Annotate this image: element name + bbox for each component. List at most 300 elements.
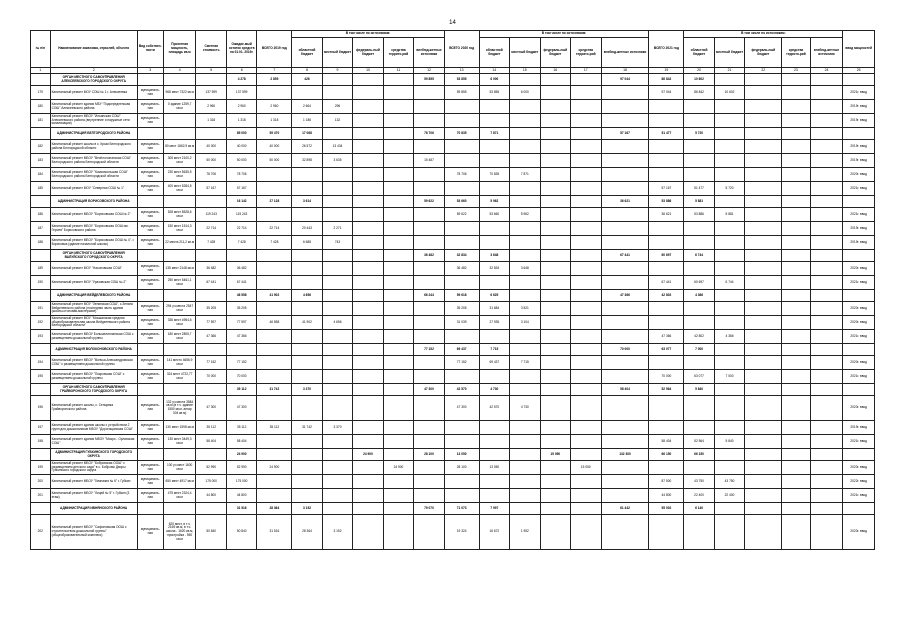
value-cell: 27 935 [479, 316, 509, 330]
value-cell: 53 660 [479, 208, 509, 222]
value-cell: 15 050 [540, 449, 570, 461]
value-cell [196, 196, 226, 208]
value-cell: 53 660 [444, 196, 479, 208]
value-cell [714, 236, 744, 250]
value-cell [601, 114, 649, 128]
object-name: Капитальный ремонт МБОУ "Бобровская ООШ" с размещением детского сада" в с. Бобровы Дворы Губкинского городского округа [50, 461, 137, 475]
value-cell: 2021г. ввод [843, 182, 875, 196]
value-cell: 31 516 [257, 515, 292, 550]
value-cell [571, 316, 601, 330]
value-cell: 5 840 [714, 435, 744, 449]
value-cell [684, 356, 714, 370]
header-territorial: средства террито-рий [782, 38, 810, 68]
value-cell [782, 182, 810, 196]
value-cell [745, 421, 782, 435]
value-cell [540, 421, 570, 435]
value-cell [137, 290, 163, 302]
value-cell [601, 236, 649, 250]
value-cell: 4 656 [292, 290, 322, 302]
value-cell [540, 396, 570, 421]
value-cell [163, 196, 196, 208]
value-cell: 36 482 [196, 262, 226, 276]
row-number: 189 [31, 262, 51, 276]
value-cell: 7 000 [684, 344, 714, 356]
value-cell: 59 855 [444, 86, 479, 100]
value-cell [414, 489, 445, 503]
section-row [31, 344, 875, 356]
value-cell [810, 182, 843, 196]
column-number: 10 [353, 68, 383, 74]
row-number: 186 [31, 208, 51, 222]
column-number: 24 [810, 68, 843, 74]
value-cell: 63 077 [684, 370, 714, 384]
section-row [31, 290, 875, 302]
value-cell [810, 100, 843, 114]
value-cell [843, 503, 875, 515]
capacity-cell: 294 уч.места 2547 кв.м [163, 302, 196, 316]
value-cell [745, 435, 782, 449]
value-cell [383, 302, 413, 316]
ownership-cell: муниципаль-ная [137, 356, 163, 370]
section-row [31, 74, 875, 86]
value-cell [257, 344, 292, 356]
row-number [31, 449, 51, 461]
table-body [31, 74, 875, 550]
value-cell: 6 685 [292, 236, 322, 250]
value-cell: 57 167 [601, 128, 649, 140]
value-cell: 67 441 [601, 250, 649, 262]
header-regional: областной бюджет [292, 38, 322, 68]
value-cell [571, 356, 601, 370]
ownership-cell: муниципаль-ная [137, 316, 163, 330]
value-cell [322, 344, 352, 356]
section-title: ОРГАН МЕСТНОГО САМОУПРАВЛЕНИЯ ГРАЙВОРОНСКОГО ГОРОДСКОГО ОКРУГА [50, 384, 137, 396]
value-cell [414, 515, 445, 550]
value-cell [292, 86, 322, 100]
section-title: ОРГАН МЕСТНОГО САМОУПРАВЛЕНИЯ ВАЛУЙСКОГО ГОРОДСКОГО ОКРУГА [50, 250, 137, 262]
table-row [31, 302, 875, 316]
value-cell [684, 515, 714, 550]
header-federal: федераль-ный бюджет [745, 38, 782, 68]
value-cell: 86 842 [649, 74, 684, 86]
value-cell [353, 421, 383, 435]
value-cell: 50 000 [257, 154, 292, 168]
value-cell [571, 140, 601, 154]
value-cell [322, 435, 352, 449]
column-number: 13 [444, 68, 479, 74]
value-cell [843, 250, 875, 262]
value-cell: 5 881 [714, 208, 744, 222]
value-cell [782, 74, 810, 86]
value-cell [414, 330, 445, 344]
column-number: 5 [196, 68, 226, 74]
value-cell [782, 503, 810, 515]
value-cell: 2020г. ввод [843, 515, 875, 550]
value-cell [292, 461, 322, 475]
value-cell [383, 316, 413, 330]
value-cell: 59 618 [444, 290, 479, 302]
value-cell: 132 [322, 114, 352, 128]
value-cell: 42 802 [649, 290, 684, 302]
value-cell [163, 74, 196, 86]
value-cell [745, 489, 782, 503]
value-cell [540, 208, 570, 222]
object-name: Капитальный ремонт здания школы с устройством 2 групп для дошкольников МБОУ "Дорогощанская СОШ" [50, 421, 137, 435]
row-number: 195 [31, 370, 51, 384]
value-cell: 7 871 [479, 128, 509, 140]
value-cell: 58 404 [601, 384, 649, 396]
value-cell: 19 324 [444, 515, 479, 550]
value-cell [745, 208, 782, 222]
ownership-cell: муниципаль-ная [137, 461, 163, 475]
column-number: 9 [322, 68, 352, 74]
value-cell [257, 489, 292, 503]
object-name: Капитальный ремонт МБОУ "Борисовская ООШ № 4", г. Борисовка (здание начальной школы) [50, 236, 137, 250]
value-cell: 35 112 [226, 384, 256, 396]
capacity-cell: 0 здание 1259,7 кв.м [163, 100, 196, 114]
value-cell: 70 835 [444, 128, 479, 140]
value-cell [540, 182, 570, 196]
value-cell [292, 330, 322, 344]
value-cell: 70 835 [479, 168, 509, 182]
value-cell [196, 290, 226, 302]
value-cell [444, 154, 479, 168]
ownership-cell: муниципаль-ная [137, 236, 163, 250]
value-cell [649, 302, 684, 316]
value-cell [353, 262, 383, 276]
value-cell [510, 250, 540, 262]
value-cell [571, 421, 601, 435]
value-cell [322, 182, 352, 196]
value-cell [414, 236, 445, 250]
value-cell [649, 100, 684, 114]
value-cell [571, 370, 601, 384]
value-cell [745, 370, 782, 384]
value-cell [163, 250, 196, 262]
value-cell [226, 250, 256, 262]
value-cell: 51 477 [684, 182, 714, 196]
value-cell: 5 962 [510, 208, 540, 222]
ownership-cell: муниципаль-ная [137, 154, 163, 168]
value-cell [444, 421, 479, 435]
value-cell: 2021г. ввод [843, 489, 875, 503]
value-cell: 59 622 [444, 208, 479, 222]
value-cell [257, 276, 292, 290]
value-cell [684, 236, 714, 250]
value-cell [745, 384, 782, 396]
object-name: Капитальный ремонт МБОУ "Борисовская СОШ № 2" [50, 208, 137, 222]
value-cell: 44 800 [649, 489, 684, 503]
value-cell [414, 222, 445, 236]
object-name: Капитальный ремонт МБОУ "Гимназия № 6" г. Губкин [50, 475, 137, 489]
value-cell: 22 714 [196, 222, 226, 236]
value-cell: 7 428 [196, 236, 226, 250]
value-cell [601, 356, 649, 370]
value-cell: 137 599 [196, 86, 226, 100]
value-cell: 743 [322, 236, 352, 250]
value-cell [353, 370, 383, 384]
value-cell [510, 276, 540, 290]
value-cell: 2020г. ввод [843, 396, 875, 421]
value-cell [810, 344, 843, 356]
value-cell: 175 000 [226, 475, 256, 489]
value-cell [510, 128, 540, 140]
value-cell: 2 859 [257, 74, 292, 86]
value-cell: 3 648 [510, 262, 540, 276]
value-cell: 41 902 [257, 290, 292, 302]
object-name: Капитальный ремонт здания МБУ "Подсередненская СОШ" Алексеевского района [50, 100, 137, 114]
value-cell: 2020г. ввод [843, 262, 875, 276]
value-cell [571, 290, 601, 302]
capacity-cell: 22 места 211,2 кв.м [163, 236, 196, 250]
section-title: АДМИНИСТРАЦИЯ ВЕЙДЕЛЕВСКОГО РАЙОНА [50, 290, 137, 302]
value-cell [649, 222, 684, 236]
value-cell: 2 664 [292, 100, 322, 114]
value-cell: 43 750 [684, 475, 714, 489]
value-cell [414, 182, 445, 196]
value-cell [782, 290, 810, 302]
value-cell [540, 302, 570, 316]
value-cell: 86 842 [684, 86, 714, 100]
value-cell [810, 262, 843, 276]
value-cell: 3 152 [322, 515, 352, 550]
value-cell: 40 000 [257, 140, 292, 154]
value-cell [571, 250, 601, 262]
capacity-cell: 80 мест 1862,9 кв.м [163, 140, 196, 154]
value-cell: 1 318 [226, 114, 256, 128]
value-cell: 5 720 [684, 128, 714, 140]
value-cell [540, 100, 570, 114]
value-cell: 2 271 [322, 222, 352, 236]
value-cell [571, 503, 601, 515]
value-cell: 5 962 [479, 196, 509, 208]
value-cell [353, 196, 383, 208]
row-number [31, 384, 51, 396]
value-cell: 1 186 [292, 114, 322, 128]
value-cell: 40 000 [226, 140, 256, 154]
value-cell: 4 730 [510, 396, 540, 421]
value-cell [782, 196, 810, 208]
value-cell [383, 276, 413, 290]
value-cell [714, 356, 744, 370]
value-cell [810, 128, 843, 140]
value-cell: 13 434 [322, 140, 352, 154]
value-cell [353, 316, 383, 330]
value-cell: 15 050 [571, 461, 601, 475]
value-cell [479, 182, 509, 196]
value-cell: 31 684 [479, 302, 509, 316]
value-cell [571, 74, 601, 86]
value-cell [383, 168, 413, 182]
value-cell: 53 855 [479, 86, 509, 100]
value-cell [745, 396, 782, 421]
table-row [31, 182, 875, 196]
value-cell [810, 396, 843, 421]
row-number [31, 74, 51, 86]
value-cell: 35 205 [226, 302, 256, 316]
value-cell [745, 74, 782, 86]
value-cell: 2019г. ввод [843, 236, 875, 250]
value-cell: 35 112 [196, 421, 226, 435]
value-cell [571, 276, 601, 290]
object-name: Капитальный ремонт МОУ "Мокшанская средняя общеобразовательная школа Вейделевского района Белгородской области" [50, 316, 137, 330]
value-cell [782, 114, 810, 128]
capacity-cell: 130 мест 1598 кв.м [163, 421, 196, 435]
value-cell: 2020г. ввод [843, 168, 875, 182]
value-cell [810, 250, 843, 262]
object-name: Капитальный ремонт школы в с. Крым Белгородского района Белгородской области [50, 140, 137, 154]
value-cell [510, 475, 540, 489]
value-cell [257, 168, 292, 182]
value-cell: 52 990 [226, 461, 256, 475]
value-cell [649, 515, 684, 550]
ownership-cell: муниципаль-ная [137, 222, 163, 236]
value-cell [510, 449, 540, 461]
value-cell: 42 802 [684, 330, 714, 344]
value-cell [257, 86, 292, 100]
value-cell: 2022г. ввод [843, 475, 875, 489]
value-cell: 6 140 [684, 503, 714, 515]
value-cell [292, 370, 322, 384]
capacity-cell: 475 мест 2324,4 кв.м [163, 489, 196, 503]
value-cell [510, 370, 540, 384]
table-row [31, 461, 875, 475]
header-remaining: Ожидае-мый остаток средств на 01.01. 2019г. [226, 31, 256, 68]
value-cell [510, 489, 540, 503]
value-cell [714, 396, 744, 421]
value-cell [383, 86, 413, 100]
object-name: Капитальный ремонт школы, с. Сенцовка Грайворонского района [50, 396, 137, 421]
value-cell [745, 302, 782, 316]
value-cell: 2020г. ввод [843, 461, 875, 475]
value-cell [479, 154, 509, 168]
value-cell: 58 404 [649, 435, 684, 449]
row-number: 192 [31, 316, 51, 330]
value-cell [714, 461, 744, 475]
table-row [31, 140, 875, 154]
column-number: 1 [31, 68, 51, 74]
header-territorial: средства террито-рий [383, 38, 413, 68]
value-cell [383, 489, 413, 503]
value-cell [843, 196, 875, 208]
row-number: 185 [31, 182, 51, 196]
value-cell [353, 182, 383, 196]
value-cell [782, 302, 810, 316]
value-cell: 52 564 [649, 384, 684, 396]
value-cell [540, 330, 570, 344]
value-cell [353, 515, 383, 550]
section-title: АДМИНИСТРАЦИЯ ВОЛОКОНОВСКОГО РАЙОНА [50, 344, 137, 356]
section-row [31, 196, 875, 208]
value-cell: 77 152 [196, 356, 226, 370]
value-cell [782, 370, 810, 384]
value-cell [540, 356, 570, 370]
value-cell [292, 396, 322, 421]
capacity-cell: 250 мест 5461,1 кв.м [163, 276, 196, 290]
value-cell [601, 515, 649, 550]
value-cell: 47 366 [226, 330, 256, 344]
row-number [31, 290, 51, 302]
value-cell [353, 435, 383, 449]
value-cell [444, 330, 479, 344]
value-cell [843, 74, 875, 86]
value-cell [414, 396, 445, 421]
value-cell: 67 441 [196, 276, 226, 290]
value-cell [745, 86, 782, 100]
value-cell [196, 128, 226, 140]
value-cell [383, 421, 413, 435]
ownership-cell: муниципаль-ная [137, 208, 163, 222]
value-cell: 60 697 [649, 250, 684, 262]
value-cell: 36 621 [649, 208, 684, 222]
value-cell [571, 208, 601, 222]
value-cell [810, 276, 843, 290]
value-cell: 2021г. ввод [843, 330, 875, 344]
value-cell [684, 100, 714, 114]
value-cell [383, 435, 413, 449]
value-cell [353, 114, 383, 128]
value-cell: 2019г. ввод [843, 140, 875, 154]
row-number [31, 196, 51, 208]
value-cell [745, 100, 782, 114]
value-cell [571, 86, 601, 100]
value-cell [782, 236, 810, 250]
object-name: Капитальный ремонт МБОУ "Весёлолопанская СОШ" Белгородского района Белгородской области [50, 154, 137, 168]
value-cell [479, 222, 509, 236]
value-cell [810, 86, 843, 100]
value-cell [601, 154, 649, 168]
value-cell [601, 475, 649, 489]
value-cell [684, 140, 714, 154]
value-cell [782, 168, 810, 182]
value-cell [714, 262, 744, 276]
value-cell [571, 344, 601, 356]
value-cell: 78 706 [226, 168, 256, 182]
value-cell [322, 384, 352, 396]
value-cell [383, 384, 413, 396]
capacity-cell: 336 мест 4954,6 кв.м [163, 316, 196, 330]
row-number: 184 [31, 168, 51, 182]
value-cell [540, 154, 570, 168]
value-cell [540, 276, 570, 290]
ownership-cell: муниципаль-ная [137, 435, 163, 449]
value-cell [163, 384, 196, 396]
table-row [31, 86, 875, 100]
table-row [31, 356, 875, 370]
row-number: 193 [31, 330, 51, 344]
value-cell: 59 470 [257, 128, 292, 140]
value-cell [510, 154, 540, 168]
value-cell: 44 800 [196, 489, 226, 503]
value-cell [810, 290, 843, 302]
value-cell: 60 697 [684, 276, 714, 290]
row-number: 200 [31, 475, 51, 489]
table-row [31, 154, 875, 168]
section-row [31, 384, 875, 396]
value-cell [383, 100, 413, 114]
value-cell: 77 597 [196, 316, 226, 330]
value-cell [571, 515, 601, 550]
value-cell: 296 [322, 100, 352, 114]
value-cell [353, 384, 383, 396]
value-cell [571, 475, 601, 489]
value-cell: 2019г. ввод [843, 421, 875, 435]
value-cell [601, 489, 649, 503]
value-cell [810, 515, 843, 550]
value-cell [571, 182, 601, 196]
value-cell [782, 208, 810, 222]
value-cell [601, 396, 649, 421]
